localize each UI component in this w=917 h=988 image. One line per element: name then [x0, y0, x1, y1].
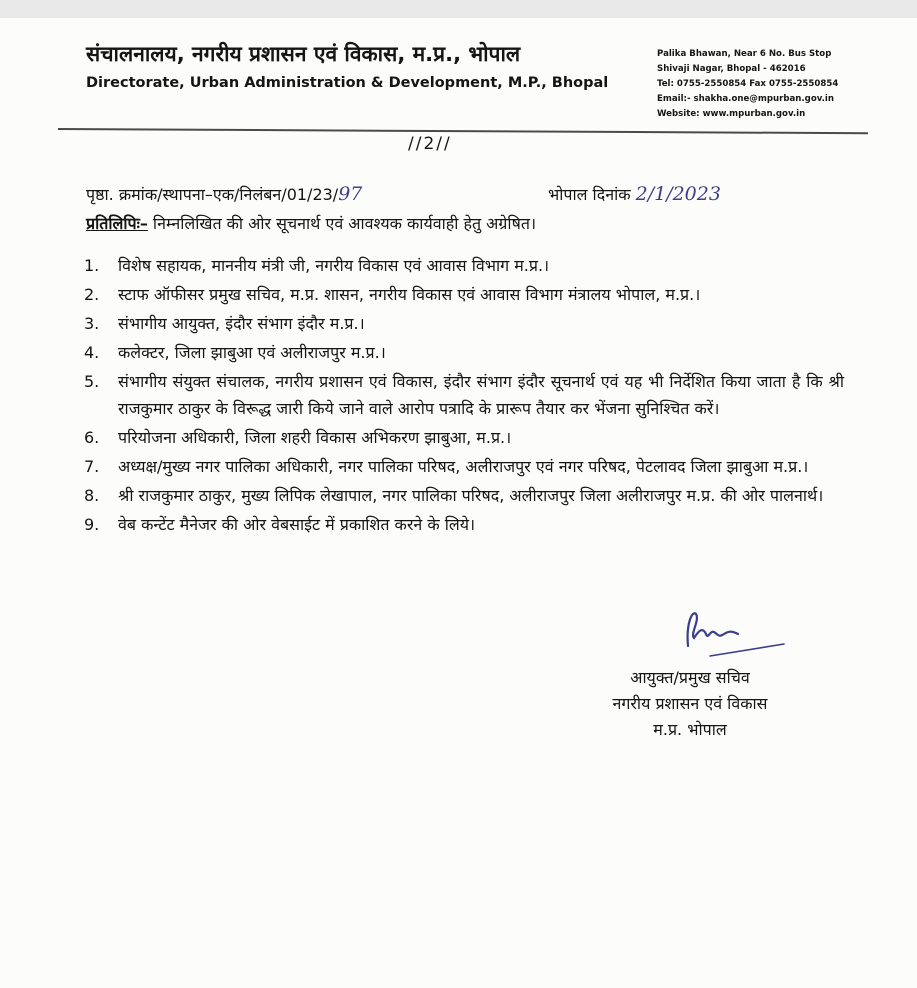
item-number: 2. — [84, 285, 100, 304]
item-number: 3. — [84, 314, 100, 333]
copy-label: प्रतिलिपिः– — [86, 214, 148, 233]
top-strip — [0, 0, 917, 18]
contact-phone-fax: Tel: 0755-2550854 Fax 0755-2550854 — [657, 79, 839, 89]
item-text: स्टाफ ऑफीसर प्रमुख सचिव, म.प्र. शासन, नगरीय विकास एवं आवास विभाग मंत्रालय भोपाल, म.प्र.। — [118, 285, 701, 304]
recipient-list — [84, 252, 844, 540]
contact-address-line-2: Shivaji Nagar, Bhopal - 462016 — [657, 64, 806, 74]
item-text: संभागीय संयुक्त संचालक, नगरीय प्रशासन एवं विकास, इंदौर संभाग इंदौर सूचनार्थ एवं यह भी निर्देशित किया जाता है कि श्री राजकुमार ठाकुर के विरूद्ध जारी किये जाने वाले आरोप पत्रादि के प्रारूप तैयार कर भेंजना सुनिश्चित करें। — [118, 372, 844, 418]
handwritten-date: 2/1/2023 — [635, 183, 721, 205]
item-text: श्री राजकुमार ठाकुर, मुख्य लिपिक लेखापाल, नगर पालिका परिषद, अलीराजपुर जिला अलीराजपुर म.प्र. की ओर पालनार्थ। — [118, 486, 824, 505]
page-number: //2// — [408, 134, 452, 154]
list-item — [84, 453, 844, 480]
contact-email: Email:- shakha.one@mpurban.gov.in — [657, 94, 834, 104]
contact-address-line-1: Palika Bhawan, Near 6 No. Bus Stop — [657, 49, 832, 59]
item-number: 7. — [84, 457, 100, 476]
list-item — [84, 482, 844, 509]
item-text: विशेष सहायक, माननीय मंत्री जी, नगरीय विकास एवं आवास विभाग म.प्र.। — [118, 256, 550, 275]
copy-text: निम्नलिखित की ओर सूचनार्थ एवं आवश्यक कार्यवाही हेतु अग्रेषित। — [152, 214, 537, 233]
list-item — [84, 368, 844, 422]
item-number: 5. — [84, 372, 100, 391]
item-number: 6. — [84, 428, 100, 447]
signatory-location: म.प्र. भोपाल — [653, 720, 727, 739]
reference-number — [86, 183, 362, 205]
item-text: अध्यक्ष/मुख्य नगर पालिका अधिकारी, नगर पालिका परिषद, अलीराजपुर एवं नगर परिषद, पेटलावद जिला झाबुआ म.प्र.। — [118, 457, 809, 476]
item-text: वेब कन्टेंट मैनेजर की ओर वेबसाईट में प्रकाशित करने के लिये। — [118, 515, 476, 534]
reference-date — [548, 183, 721, 205]
copy-to-line — [86, 212, 536, 234]
header-title-hindi: संचालनालय, नगरीय प्रशासन एवं विकास, म.प्र., भोपाल — [86, 42, 521, 66]
item-number: 8. — [84, 486, 100, 505]
item-number: 9. — [84, 515, 100, 534]
signature-icon — [680, 604, 790, 664]
item-text: परियोजना अधिकारी, जिला शहरी विकास अभिकरण झाबुआ, म.प्र.। — [118, 428, 512, 447]
item-text: संभागीय आयुक्त, इंदौर संभाग इंदौर म.प्र.। — [118, 314, 365, 333]
reference-handwritten-number: 97 — [338, 183, 363, 205]
item-number: 1. — [84, 256, 100, 275]
list-item — [84, 511, 844, 538]
signatory-block — [560, 665, 820, 743]
item-text: कलेक्टर, जिला झाबुआ एवं अलीराजपुर म.प्र.। — [118, 343, 386, 362]
item-number: 4. — [84, 343, 100, 362]
signatory-department: नगरीय प्रशासन एवं विकास — [612, 694, 768, 713]
list-item — [84, 339, 844, 366]
signatory-designation: आयुक्त/प्रमुख सचिव — [630, 668, 750, 687]
list-item — [84, 252, 844, 279]
list-item — [84, 281, 844, 308]
list-item — [84, 310, 844, 337]
header-title-english: Directorate, Urban Administration & Development, M.P., Bhopal — [86, 75, 609, 91]
list-item — [84, 424, 844, 451]
date-label: भोपाल दिनांक — [548, 185, 631, 204]
contact-website: Website: www.mpurban.gov.in — [657, 109, 806, 119]
reference-prefix: पृष्ठा. क्रमांक/स्थापना–एक/निलंबन/01/23/ — [86, 185, 339, 204]
header-contact-block — [657, 47, 838, 122]
